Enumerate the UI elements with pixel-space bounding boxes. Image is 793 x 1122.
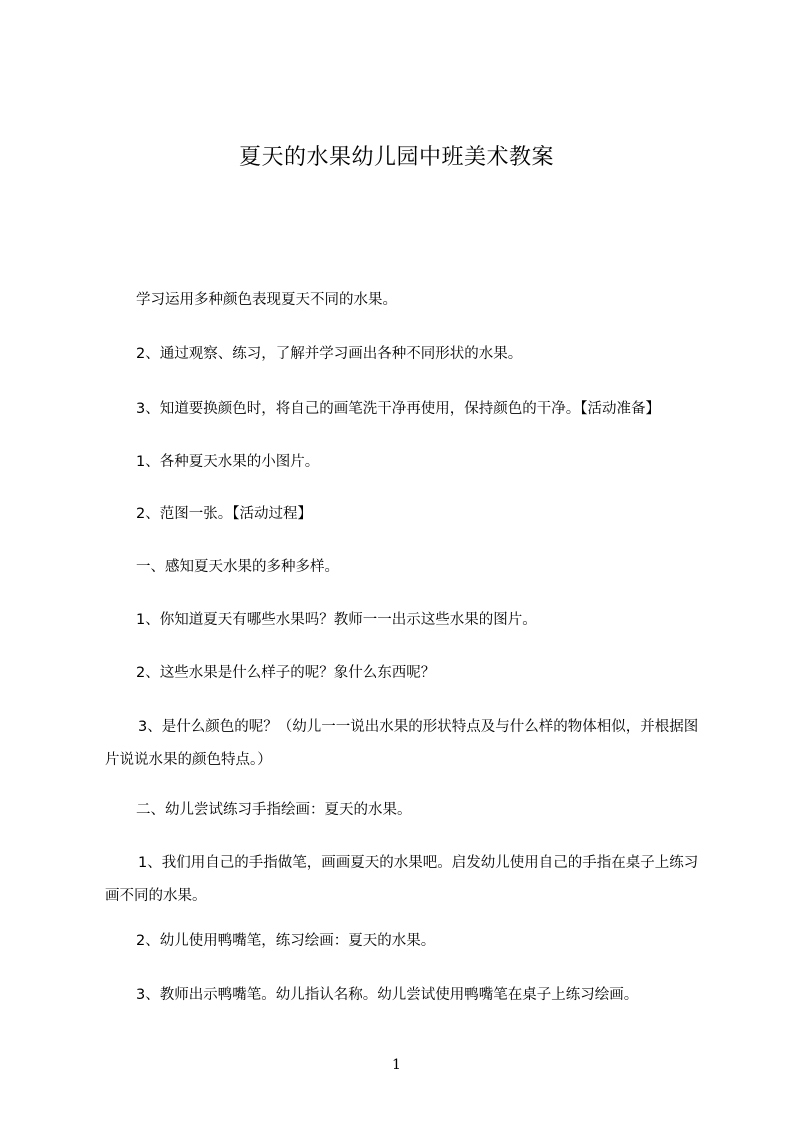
paragraph: 1、我们用自己的手指做笔，画画夏天的水果吧。启发幼儿使用自己的手指在桌子上练习画不同的水果。	[105, 855, 699, 904]
paragraph: 2、幼儿使用鸭嘴笔，练习绘画：夏天的水果。	[136, 933, 436, 949]
document-title: 夏天的水果幼儿园中班美术教案	[238, 145, 554, 170]
paragraph: 一、感知夏天水果的多种多样。	[136, 559, 339, 575]
paragraph: 3、教师出示鸭嘴笔。幼儿指认名称。幼儿尝试使用鸭嘴笔在桌子上练习绘画。	[136, 987, 639, 1003]
paragraph: 二、幼儿尝试练习手指绘画：夏天的水果。	[136, 802, 412, 818]
paragraph: 1、你知道夏天有哪些水果吗？教师一一出示这些水果的图片。	[136, 612, 537, 628]
paragraph: 2、范图一张。【活动过程】	[136, 506, 312, 522]
paragraph: 2、通过观察、练习，了解并学习画出各种不同形状的水果。	[136, 346, 523, 362]
paragraph: 学习运用多种颜色表现夏天不同的水果。	[136, 292, 397, 308]
paragraph: 3、是什么颜色的呢？（幼儿一一说出水果的形状特点及与什么样的物体相似，并根据图片说说水果的颜色特点。）	[105, 719, 699, 768]
paragraph: 2、这些水果是什么样子的呢？象什么东西呢？	[136, 665, 436, 681]
paragraph: 1、各种夏天水果的小图片。	[136, 454, 320, 470]
paragraph: 3、知道要换颜色时，将自己的画笔洗干净再使用，保持颜色的干净。【活动准备】	[136, 401, 660, 417]
page-number: 1	[392, 1057, 401, 1073]
